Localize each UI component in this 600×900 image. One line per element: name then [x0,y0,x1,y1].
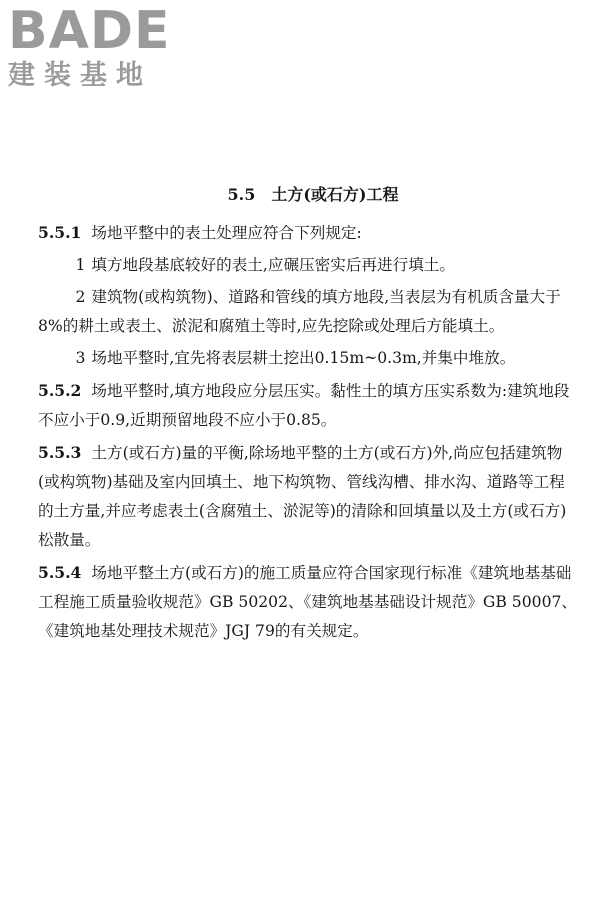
clause-text: 土方(或石方)量的平衡,除场地平整的土方(或石方)外,尚应包括建筑物(或构筑物)基础及室内回填土、地下构筑物、管线沟槽、排水沟、道路等工程的土方量,并应考虑表土(含腐殖土、淤泥等)的清除和回填量以及土方(或石方)松散量。 [38,444,567,549]
clause-5-5-1-item-1 [38,251,578,280]
section-title: 土方(或石方)工程 [271,185,399,204]
clause-number: 5.5.2 [38,381,82,400]
clause-5-5-3 [38,438,578,555]
watermark-logo [8,1,188,92]
section-heading [38,180,578,210]
document-page [38,180,578,649]
clause-5-5-2 [38,376,578,435]
clause-5-5-1-item-2 [38,283,578,341]
clause-number: 5.5.3 [38,443,82,462]
clause-text: 场地平整中的表土处理应符合下列规定: [91,224,362,242]
item-text: 填方地段基底较好的表土,应碾压密实后再进行填土。 [91,256,455,274]
clause-5-5-4 [38,558,578,646]
item-text: 场地平整时,宜先将表层耕土挖出0.15m~0.3m,并集中堆放。 [91,349,516,367]
item-text: 建筑物(或构筑物)、道路和管线的填方地段,当表层为有机质含量大于8%的耕土或表土、淤泥和腐殖土等时,应先挖除或处理后方能填土。 [38,288,561,335]
clause-text: 场地平整土方(或石方)的施工质量应符合国家现行标准《建筑地基基础工程施工质量验收规范》GB 50202、《建筑地基基础设计规范》GB 50007、《建筑地基处理技术规范》JGJ 79的有关规定。 [38,564,578,640]
clause-5-5-1 [38,218,578,248]
item-number: 2 [75,288,86,306]
clause-5-5-1-item-3 [38,344,578,373]
clause-text: 场地平整时,填方地段应分层压实。黏性土的填方压实系数为:建筑地段不应小于0.9,近期预留地段不应小于0.85。 [38,382,570,429]
clause-number: 5.5.4 [38,563,82,582]
item-number: 1 [75,256,86,274]
clause-number: 5.5.1 [38,223,82,242]
watermark-subtitle: 建装基地 [8,60,152,91]
watermark-brand: BADE [8,1,171,61]
section-number: 5.5 [227,185,256,204]
item-number: 3 [75,349,86,367]
